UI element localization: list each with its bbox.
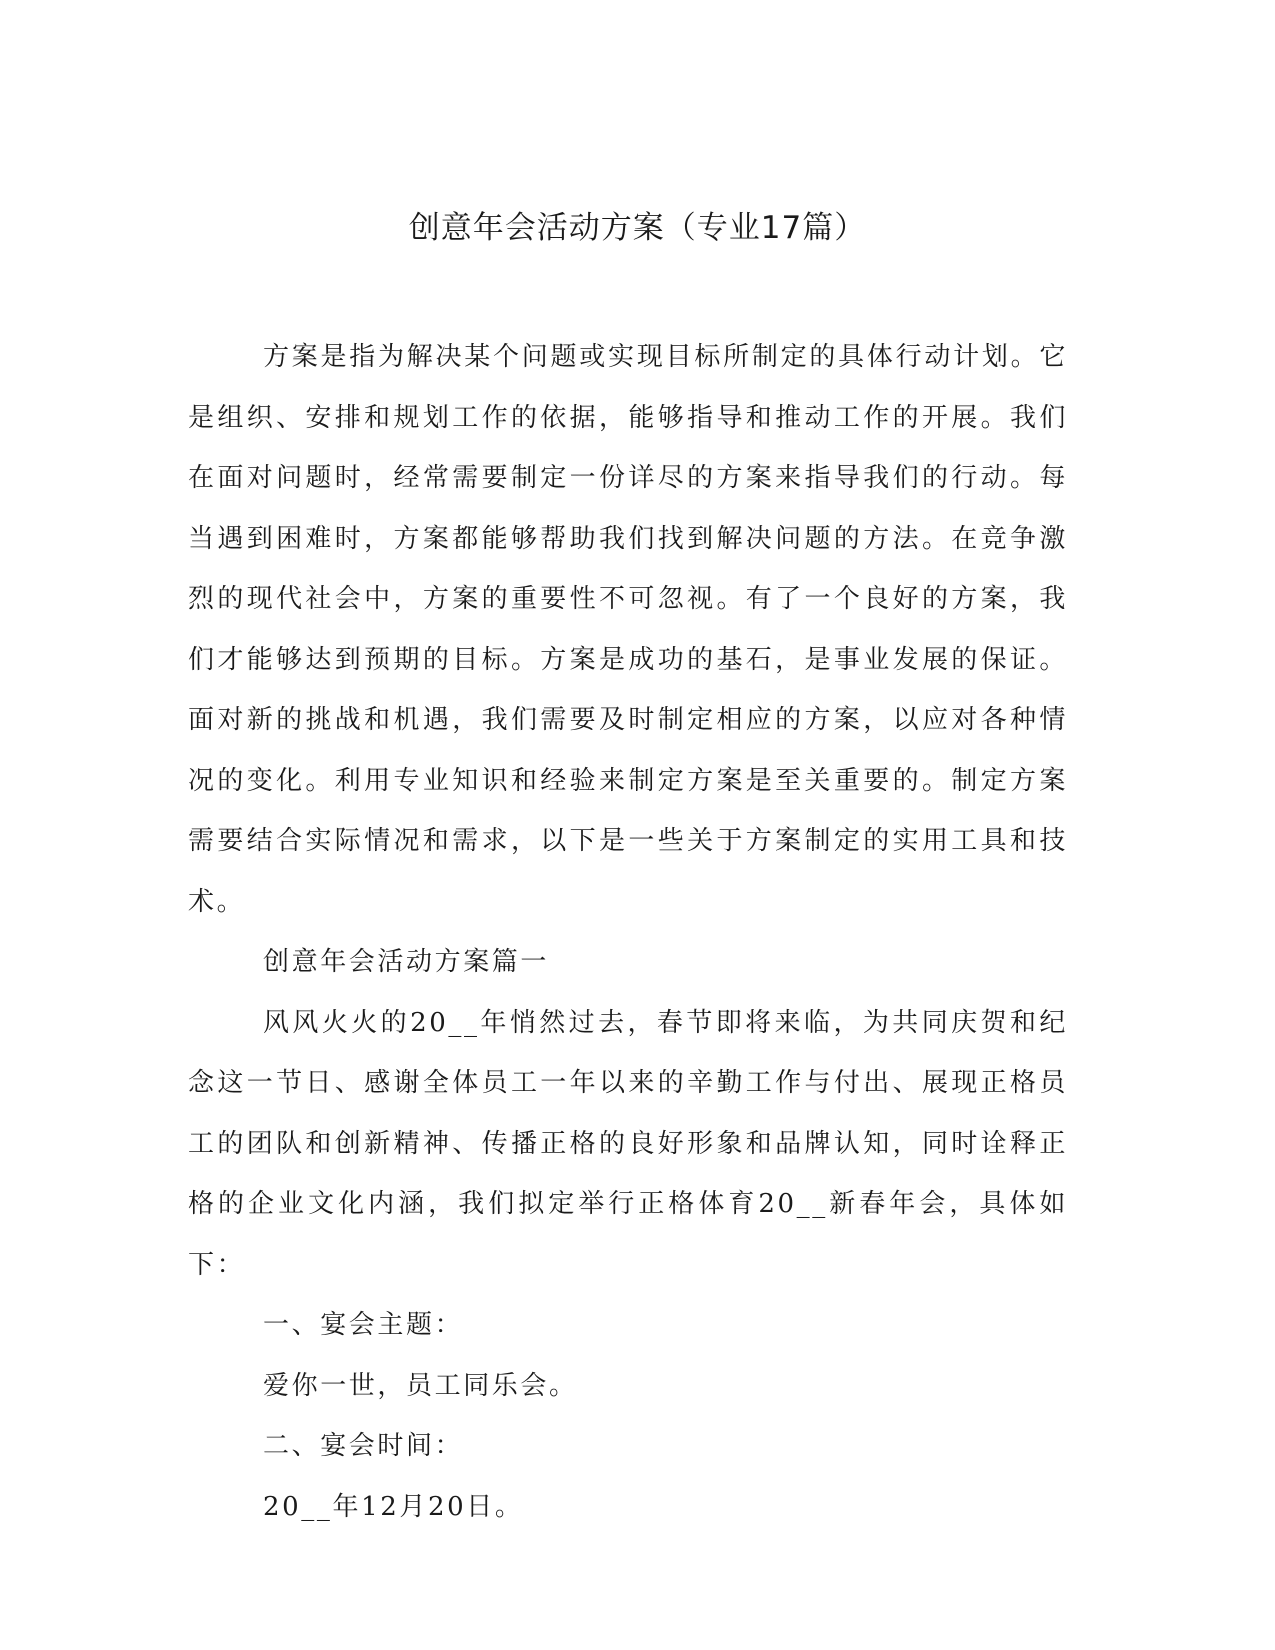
document-title: 创意年会活动方案（专业17篇） bbox=[408, 210, 867, 246]
body-paragraph: 风风火火的20__年悄然过去，春节即将来临，为共同庆贺和纪念这一节日、感谢全体员工一年以来的辛勤工作与付出、展现正格员工的团队和创新精神、传播正格的良好形象和品牌认知，同时诠释正格的企业文化内涵，我们拟定举行正格体育20__新春年会，具体如下： bbox=[188, 1007, 1068, 1280]
item-value: 20__年12月20日。 bbox=[263, 1491, 524, 1522]
intro-paragraph: 方案是指为解决某个问题或实现目标所制定的具体行动计划。它是组织、安排和规划工作的依据，能够指导和推动工作的开展。我们在面对问题时，经常需要制定一份详尽的方案来指导我们的行动。每当遇到困难时，方案都能够帮助我们找到解决问题的方法。在竞争激烈的现代社会中，方案的重要性不可忽视。有了一个良好的方案，我们才能够达到预期的目标。方案是成功的基石，是事业发展的保证。面对新的挑战和机遇，我们需要及时制定相应的方案，以应对各种情况的变化。利用专业知识和经验来制定方案是至关重要的。制定方案需要结合实际情况和需求，以下是一些关于方案制定的实用工具和技术。 bbox=[188, 342, 1068, 917]
document-body bbox=[188, 327, 1068, 1537]
section-heading: 创意年会活动方案篇一 bbox=[263, 947, 550, 977]
item-value: 爱你一世，员工同乐会。 bbox=[263, 1370, 578, 1401]
item-heading: 二、宴会时间： bbox=[263, 1431, 464, 1461]
item-heading: 一、宴会主题： bbox=[263, 1310, 464, 1340]
